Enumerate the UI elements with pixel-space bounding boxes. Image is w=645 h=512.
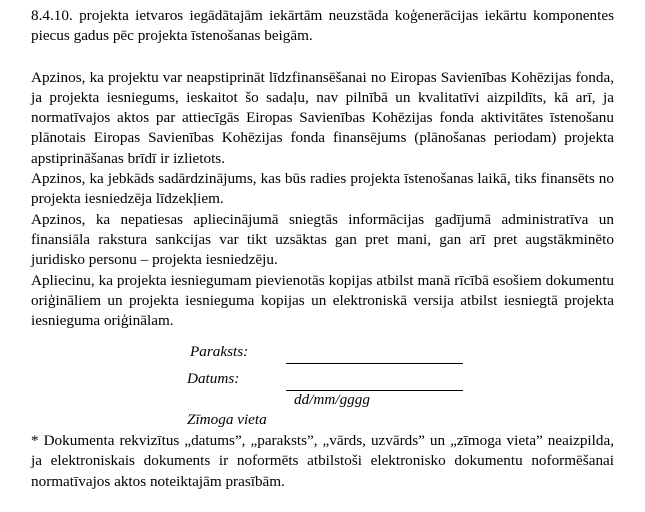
paragraph-gap — [31, 47, 614, 68]
footnote: * Dokumenta rekvizītus „datums”, „paraksts”, „vārds, uzvārds” un „zīmoga vieta” neaizpilda, ja elektroniskais dokuments ir noformēts atbilstoši elektronisko dokumentu noformēšanai normatīvajos aktos noteiktajām prasībām. — [31, 432, 614, 490]
date-format-hint: dd/mm/gggg — [294, 391, 370, 408]
acknowledgement-false-information: Apzinos, ka nepatiesas apliecinājumā sniegtās informācijas gadījumā administratīva un finansiāla rakstura sankcijas var tikt uzsāktas gan pret mani, gan arī pret augstākminēto juridisko personu – projekta iesniedzēju. — [31, 210, 614, 269]
stamp-label: Zīmoga vieta — [187, 411, 267, 428]
date-label: Datums: — [187, 370, 240, 387]
acknowledgement-cohesion-fund: Apzinos, ka projektu var neapstiprināt līdzfinansēšanai no Eiropas Savienības Kohēzijas fonda, ja projekta iesniegums, ieskaitot šo sadaļu, nav pilnībā un kvalitatīvi aizpildīts, kā arī, ja normatīvajos aktos par attiecīgās Eiropas Savienības Kohēzijas fonda aktivitātes īstenošanu plānotais Eiropas Savienības Kohēzijas fonda finansējums (plānošanas periodam) projekta apstiprināšanas brīdī ir izlietots. — [31, 68, 614, 167]
signature-line[interactable] — [286, 363, 463, 364]
item-8-4-10: 8.4.10. projekta ietvaros iegādātajām iekārtām neuzstāda koģenerācijas iekārtu komponentes piecus gadus pēc projekta īstenošanas beigām. — [31, 7, 614, 45]
acknowledgement-cost-overrun: Apzinos, ka jebkāds sadārdzinājums, kas būs radies projekta īstenošanas laikā, tiks finansēts no projekta iesniedzēja līdzekļiem. — [31, 170, 614, 208]
signature-label: Paraksts: — [190, 343, 249, 360]
acknowledgement-copies: Apliecinu, ka projekta iesniegumam pievienotās kopijas atbilst manā rīcībā esošiem dokumentu oriģināliem un projekta iesnieguma kopijas un elektroniskā versija atbilst iesniegtā projekta iesnieguma oriģinālam. — [31, 271, 614, 330]
document-page — [31, 6, 614, 490]
